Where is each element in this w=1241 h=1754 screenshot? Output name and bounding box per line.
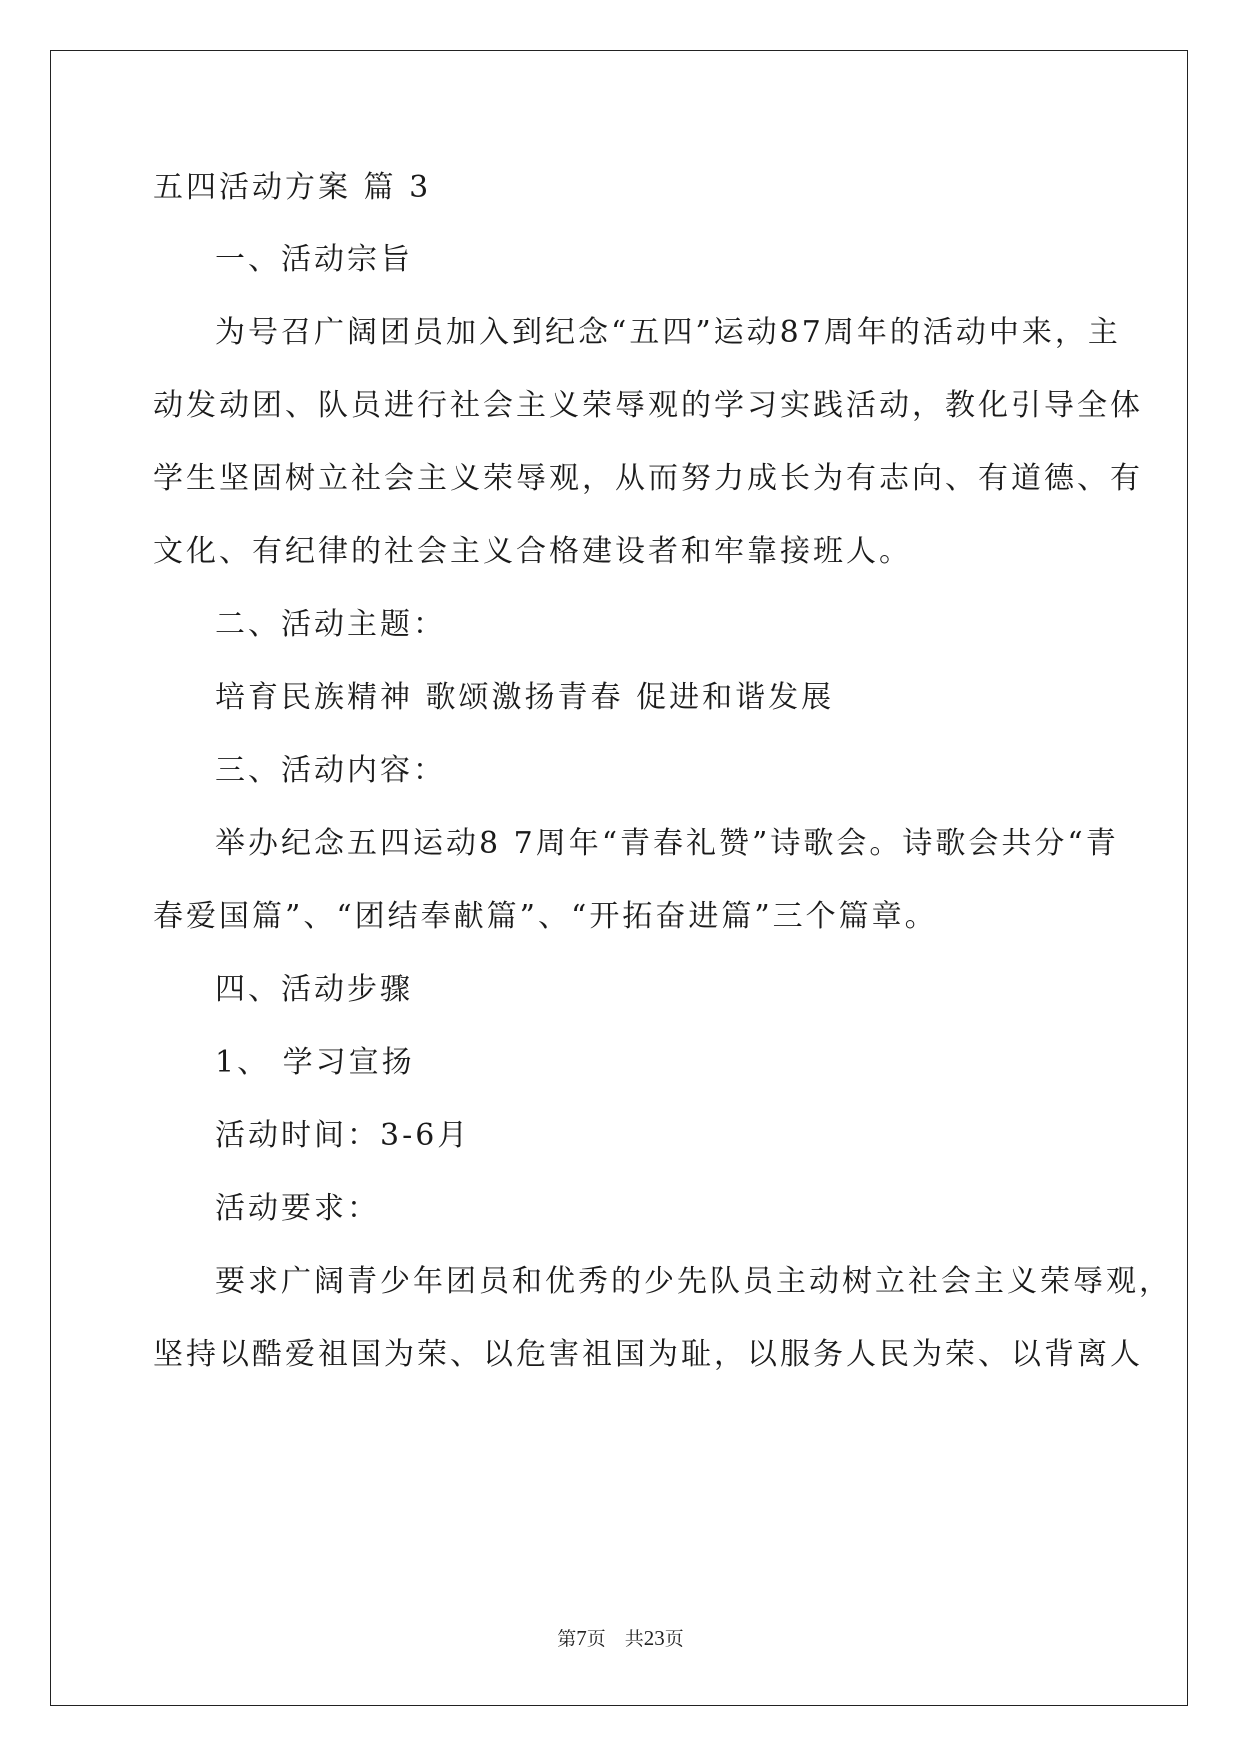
theme-text: 培育民族精神 歌颂激扬青春 促进和谐发展 [215,680,835,715]
step-title: 1、 学习宣扬 [215,1045,415,1080]
paragraph-line: 文化、有纪律的社会主义合格建设者和牢靠接班人。 [153,534,912,569]
document-heading: 五四活动方案 篇 3 [153,170,432,205]
section-title-content: 三、活动内容： [215,753,446,788]
footer-total-prefix: 共 [624,1629,644,1650]
paragraph-line: 春爱国篇”、“团结奉献篇”、“开拓奋进篇”三个篇章。 [153,899,938,934]
activity-time: 活动时间：3-6月 [215,1118,471,1153]
page-border [50,50,1188,1706]
page-footer [0,1626,1241,1652]
paragraph-line: 学生坚固树立社会主义荣辱观，从而努力成长为有志向、有道德、有 [153,461,1143,496]
footer-page-suffix: 页 [586,1629,606,1650]
footer-total-suffix: 页 [664,1629,684,1650]
section-title-steps: 四、活动步骤 [215,972,413,1007]
footer-page-number: 7 [576,1626,587,1650]
section-title-purpose: 一、活动宗旨 [215,242,413,277]
paragraph-line: 要求广阔青少年团员和优秀的少先队员主动树立社会主义荣辱观， [215,1264,1172,1299]
activity-requirements-label: 活动要求： [215,1191,380,1226]
paragraph-line: 坚持以酷爱祖国为荣、以危害祖国为耻，以服务人民为荣、以背离人 [153,1337,1143,1372]
paragraph-line: 为号召广阔团员加入到纪念“五四”运动87周年的活动中来，主 [215,315,1121,350]
paragraph-line: 举办纪念五四运动8 7周年“青春礼赞”诗歌会。诗歌会共分“青 [215,826,1119,861]
footer-total-pages: 23 [643,1626,665,1650]
footer-page-prefix: 第 [557,1629,577,1650]
paragraph-line: 动发动团、队员进行社会主义荣辱观的学习实践活动，教化引导全体 [153,388,1143,423]
section-title-theme: 二、活动主题： [215,607,446,642]
